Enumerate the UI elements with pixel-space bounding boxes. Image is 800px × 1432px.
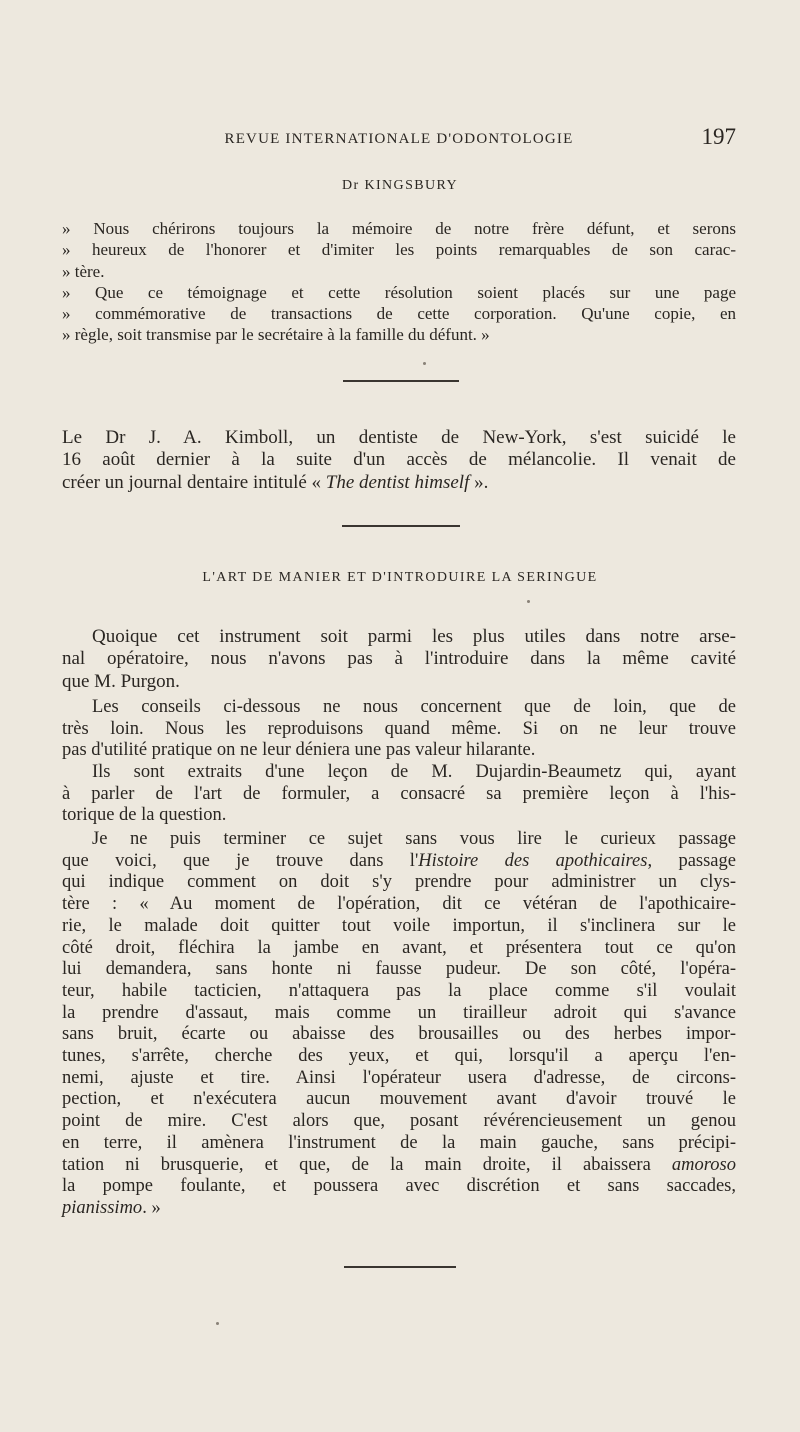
- text-line: teur, habile tacticien, n'attaquera pas la place comme s'il voulait: [62, 980, 736, 1001]
- text-segment: ».: [469, 471, 489, 493]
- section-heading-seringue: L'ART DE MANIER ET D'INTRODUIRE LA SERINGUE: [202, 570, 598, 585]
- text-line: Le Dr J. A. Kimboll, un dentiste de New-York, s'est suicidé le: [62, 427, 736, 448]
- text-line: point de mire. C'est alors que, posant révérencieusement un genou: [62, 1111, 736, 1132]
- printing-speck: [216, 1322, 219, 1325]
- text-line: torique de la question.: [62, 805, 227, 826]
- text-line: la prendre d'assaut, mais comme un tirailleur adroit qui s'avance: [62, 1002, 736, 1023]
- text-line: nal opératoire, nous n'avons pas à l'introduire dans la même cavité: [62, 648, 736, 670]
- text-line: [62, 1198, 736, 1220]
- text-line: tère : « Au moment de l'opération, dit ce vétéran de l'apothicaire-: [62, 894, 736, 915]
- text-line: Ils sont extraits d'une leçon de M. Dujardin-Beaumetz qui, ayant: [92, 762, 736, 782]
- text-line: pas d'utilité pratique on ne leur déniera une pas valeur hilarante.: [62, 740, 536, 761]
- kingsbury-resolution-text: [62, 218, 736, 346]
- section-divider: [344, 1266, 456, 1268]
- text-line: » commémorative de transactions de cette corporation. Qu'une copie, en: [62, 304, 736, 324]
- text-line: nemi, ajuste et tire. Ainsi l'opérateur usera d'adresse, de circons-: [62, 1067, 736, 1088]
- printing-speck: [423, 362, 426, 365]
- text-line: Je ne puis terminer ce sujet sans vous lire le curieux passage: [92, 829, 736, 849]
- text-line: tunes, s'arrête, cherche des yeux, et qui, lorsqu'il a aperçu l'en-: [62, 1046, 736, 1067]
- text-line: côté droit, fléchira la jambe en avant, et présentera tout ce qu'on: [62, 937, 736, 958]
- italic-term: pianissimo: [62, 1197, 143, 1218]
- paragraph-4: [62, 829, 736, 1220]
- paragraph-2: [62, 697, 736, 762]
- text-line: lui demandera, sans honte ni fausse pudeur. De son côté, l'opéra-: [62, 959, 736, 980]
- text-line: Les conseils ci-dessous ne nous concernent que de loin, que de: [92, 697, 736, 717]
- text-segment: , passage: [647, 850, 736, 871]
- text-line: rie, le malade doit quitter tout voile importun, il s'inclinera sur le: [62, 915, 736, 936]
- text-line: que M. Purgon.: [62, 670, 180, 692]
- text-segment: que voici, que je trouve dans l': [62, 850, 419, 871]
- section-divider: [343, 380, 459, 382]
- book-title: Histoire des apothicaires: [418, 850, 648, 871]
- text-segment: tation ni brusquerie, et que, de la main droite, il abaissera: [62, 1154, 672, 1175]
- printing-speck: [527, 600, 530, 603]
- text-line: [62, 472, 736, 494]
- section-heading-kingsbury: Dr KINGSBURY: [342, 178, 458, 193]
- paragraph-3: [62, 762, 736, 827]
- text-line: » Que ce témoignage et cette résolution soient placés sur une page: [62, 282, 736, 302]
- italic-term: amoroso: [671, 1154, 736, 1175]
- text-line: à parler de l'art de formuler, a consacré sa première leçon à l'his-: [62, 783, 736, 804]
- text-line: 16 août dernier à la suite d'un accès de mélancolie. Il venait de: [62, 449, 736, 471]
- running-head: [62, 124, 736, 154]
- text-line: sans bruit, écarte ou abaisse des brousailles ou des herbes impor-: [62, 1024, 736, 1045]
- text-segment: . »: [142, 1197, 161, 1218]
- journal-title: The dentist himself: [325, 471, 470, 493]
- text-line: » Nous chérirons toujours la mémoire de notre frère défunt, et serons: [62, 219, 736, 238]
- text-line: [62, 851, 736, 873]
- text-line: qui indique comment on doit s'y prendre pour administrer un clys-: [62, 872, 736, 893]
- text-line: » tère.: [62, 261, 105, 281]
- text-line: » règle, soit transmise par le secrétaire à la famille du défunt. »: [62, 325, 490, 345]
- section-divider: [342, 525, 460, 527]
- text-line: très loin. Nous les reproduisons quand même. Si on ne leur trouve: [62, 718, 736, 739]
- kimboll-notice-text: [62, 427, 736, 494]
- text-segment: créer un journal dentaire intitulé «: [62, 471, 326, 493]
- page-number: 197: [701, 124, 736, 149]
- text-line: pection, et n'exécutera aucun mouvement avant d'avoir trouvé le: [62, 1089, 736, 1110]
- text-line: en terre, il amènera l'instrument de la main gauche, sans précipi-: [62, 1132, 736, 1153]
- text-line: » heureux de l'honorer et d'imiter les points remarquables de son carac-: [62, 240, 736, 260]
- text-line: la pompe foulante, et poussera avec discrétion et sans saccades,: [62, 1176, 736, 1197]
- paragraph-1: [62, 626, 736, 693]
- text-line: Quoique cet instrument soit parmi les plus utiles dans notre arse-: [92, 626, 736, 647]
- running-title: REVUE INTERNATIONALE D'ODONTOLOGIE: [224, 131, 574, 147]
- text-line: [62, 1155, 736, 1177]
